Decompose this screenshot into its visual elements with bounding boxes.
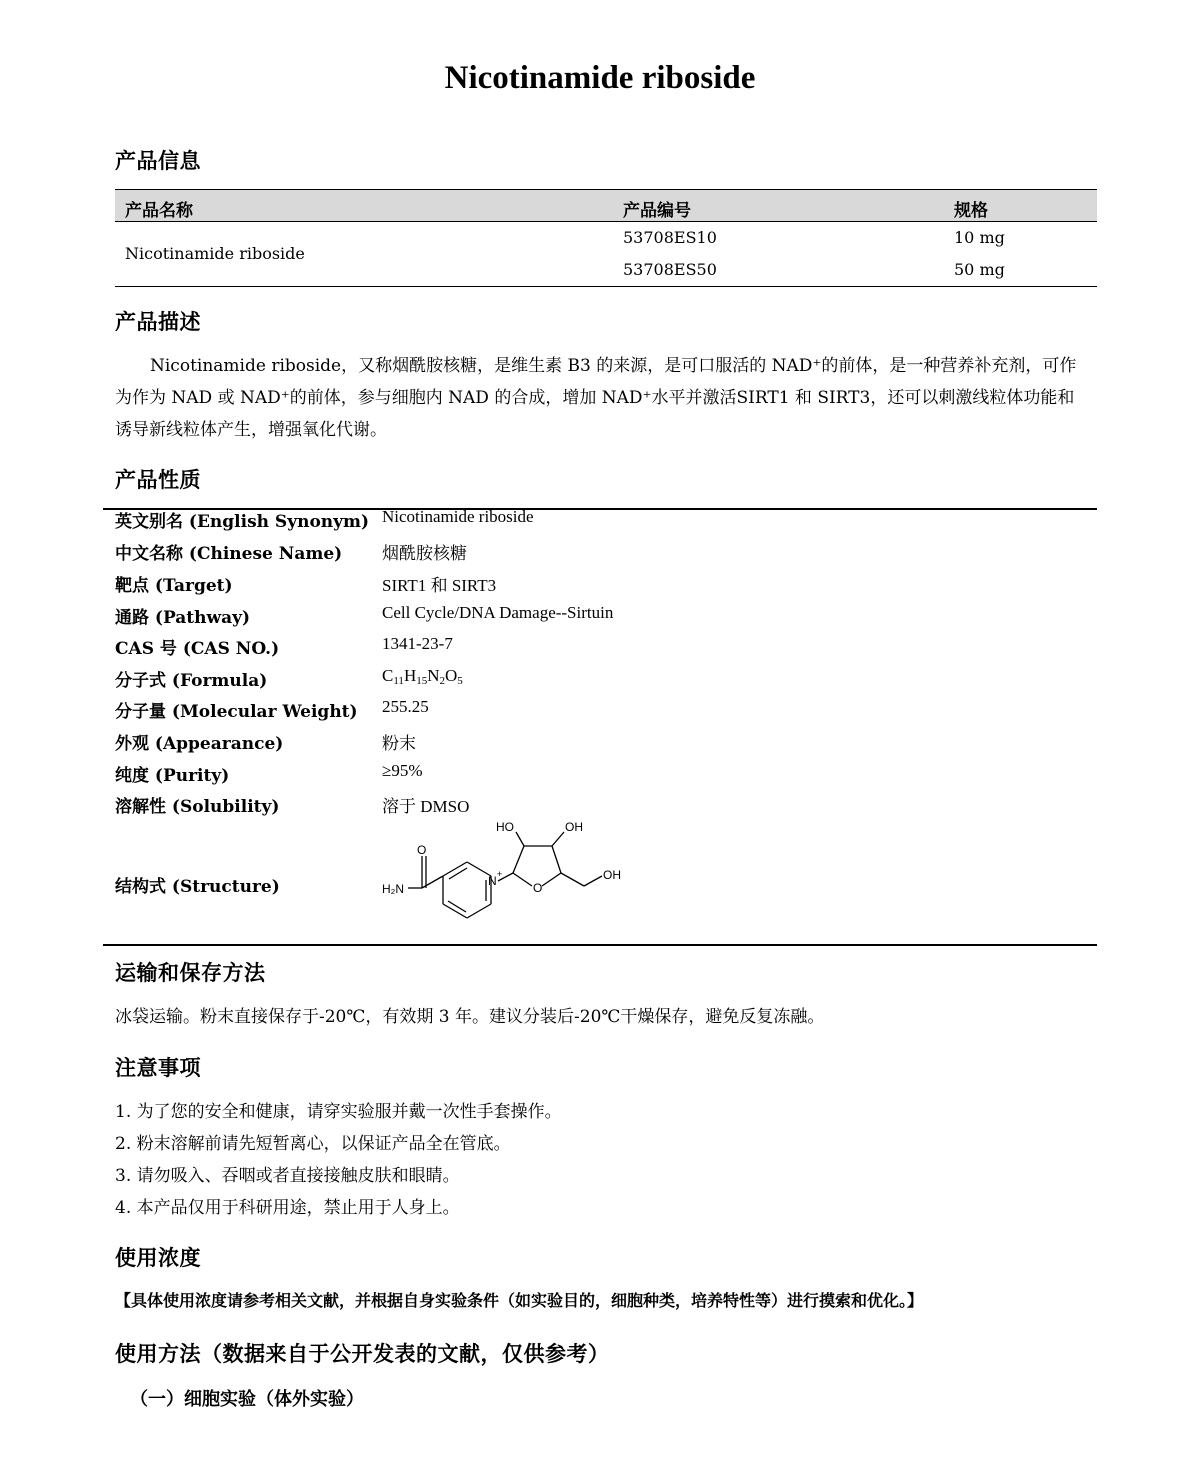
concentration-note: 【具体使用浓度请参考相关文献，并根据自身实验条件（如实验目的，细胞种类，培养特性等）进行摸索和优化。】 [115, 1291, 924, 1310]
property-value: Cell Cycle/DNA Damage--Sirtuin [382, 603, 614, 622]
property-label: 结构式 (Structure) [115, 877, 280, 897]
structure-atom-label: HO [496, 820, 514, 834]
property-row [115, 603, 1085, 631]
property-row [115, 666, 1085, 694]
formula-element: O [445, 666, 458, 685]
note-item: 1. 为了您的安全和健康，请穿实验服并戴一次性手套操作。 [115, 1102, 562, 1122]
description-line-1: Nicotinamide riboside，又称烟酰胺核糖，是维生素 B3 的来源，是可口服活的 NAD⁺的前体，是一种营养补充剂，可作 [150, 356, 1077, 376]
property-label: 溶解性 (Solubility) [115, 797, 280, 817]
formula-element: N [427, 666, 440, 685]
property-label: 中文名称 (Chinese Name) [115, 544, 343, 564]
property-label: 英文别名 (English Synonym) [115, 512, 370, 532]
structure-atom-label: + [497, 869, 503, 879]
storage-text: 冰袋运输。粉末直接保存于-20℃，有效期 3 年。建议分装后-20℃干燥保存，避免反复冻融。 [115, 1007, 825, 1027]
formula-element: H [403, 666, 417, 685]
property-value: SIRT1 和 SIRT3 [382, 576, 497, 595]
structure-atom-label: OH [565, 820, 583, 834]
description-line-3: 诱导新线粒体产生，增强氧化代谢。 [115, 420, 387, 440]
section-heading-product-info: 产品信息 [115, 148, 201, 173]
section-heading-usage: 使用方法（数据来自于公开发表的文献，仅供参考） [115, 1341, 610, 1366]
product-code-cell: 53708ES10 [623, 228, 717, 247]
section-heading-properties: 产品性质 [115, 467, 201, 492]
chemical-structure-image [370, 816, 640, 936]
structure-atom-label: O [533, 881, 543, 895]
property-label: 外观 (Appearance) [115, 734, 284, 754]
properties-table-bottom-rule [103, 944, 1097, 946]
property-value: 烟酰胺核糖 [382, 544, 467, 563]
section-heading-notes: 注意事项 [115, 1055, 201, 1080]
formula-subscript: 15 [416, 675, 428, 687]
product-info-table [115, 189, 1097, 287]
product-name-cell: Nicotinamide riboside [125, 244, 305, 263]
property-row [115, 539, 1085, 567]
property-row [115, 634, 1085, 662]
property-row [115, 761, 1085, 789]
formula-value [382, 666, 463, 687]
property-row [115, 697, 1085, 725]
formula-subscript: 2 [439, 675, 445, 687]
property-value: 255.25 [382, 697, 429, 716]
formula-subscript: 5 [457, 675, 463, 687]
section-heading-description: 产品描述 [115, 309, 201, 334]
structure-atom-label: N [488, 874, 497, 888]
subsection-heading-cell-experiment: （一）细胞实验（体外实验） [130, 1389, 364, 1410]
table-header-spec: 规格 [954, 201, 988, 221]
formula-element: C [382, 666, 394, 685]
section-heading-storage: 运输和保存方法 [115, 960, 266, 985]
property-label: CAS 号 (CAS NO.) [115, 639, 280, 659]
property-row [115, 571, 1085, 599]
table-header-name: 产品名称 [125, 201, 193, 221]
property-label: 分子式 (Formula) [115, 671, 268, 691]
structure-atom-label: H₂N [382, 882, 404, 896]
property-row [115, 729, 1085, 757]
property-value: 溶于 DMSO [382, 797, 470, 816]
product-code-cell: 53708ES50 [623, 260, 717, 279]
property-label: 靶点 (Target) [115, 576, 233, 596]
page-title: Nicotinamide riboside [444, 60, 756, 96]
structure-atom-label: O [417, 843, 427, 857]
property-label: 分子量 (Molecular Weight) [115, 702, 358, 722]
product-spec-cell: 10 mg [954, 228, 1005, 247]
property-value: Nicotinamide riboside [382, 507, 534, 526]
table-header-code: 产品编号 [623, 201, 691, 221]
description-line-2: 为作为 NAD 或 NAD⁺的前体，参与细胞内 NAD 的合成，增加 NAD⁺水平并激活SIRT1 和 SIRT3，还可以刺激线粒体功能和 [115, 388, 1075, 408]
property-value: 1341-23-7 [382, 634, 453, 653]
note-item: 3. 请勿吸入、吞咽或者直接接触皮肤和眼睛。 [115, 1166, 460, 1186]
property-label: 纯度 (Purity) [115, 766, 230, 786]
formula-subscript: 11 [393, 675, 404, 687]
property-label: 通路 (Pathway) [115, 608, 251, 628]
product-table-header [115, 190, 1097, 222]
property-row [115, 507, 1085, 535]
product-spec-cell: 50 mg [954, 260, 1005, 279]
section-heading-concentration: 使用浓度 [115, 1245, 201, 1270]
structure-atom-label: OH [603, 868, 621, 882]
property-value: ≥95% [382, 761, 423, 780]
property-value: 粉末 [382, 734, 416, 753]
note-item: 2. 粉末溶解前请先短暂离心，以保证产品全在管底。 [115, 1134, 511, 1154]
note-item: 4. 本产品仅用于科研用途，禁止用于人身上。 [115, 1198, 460, 1218]
